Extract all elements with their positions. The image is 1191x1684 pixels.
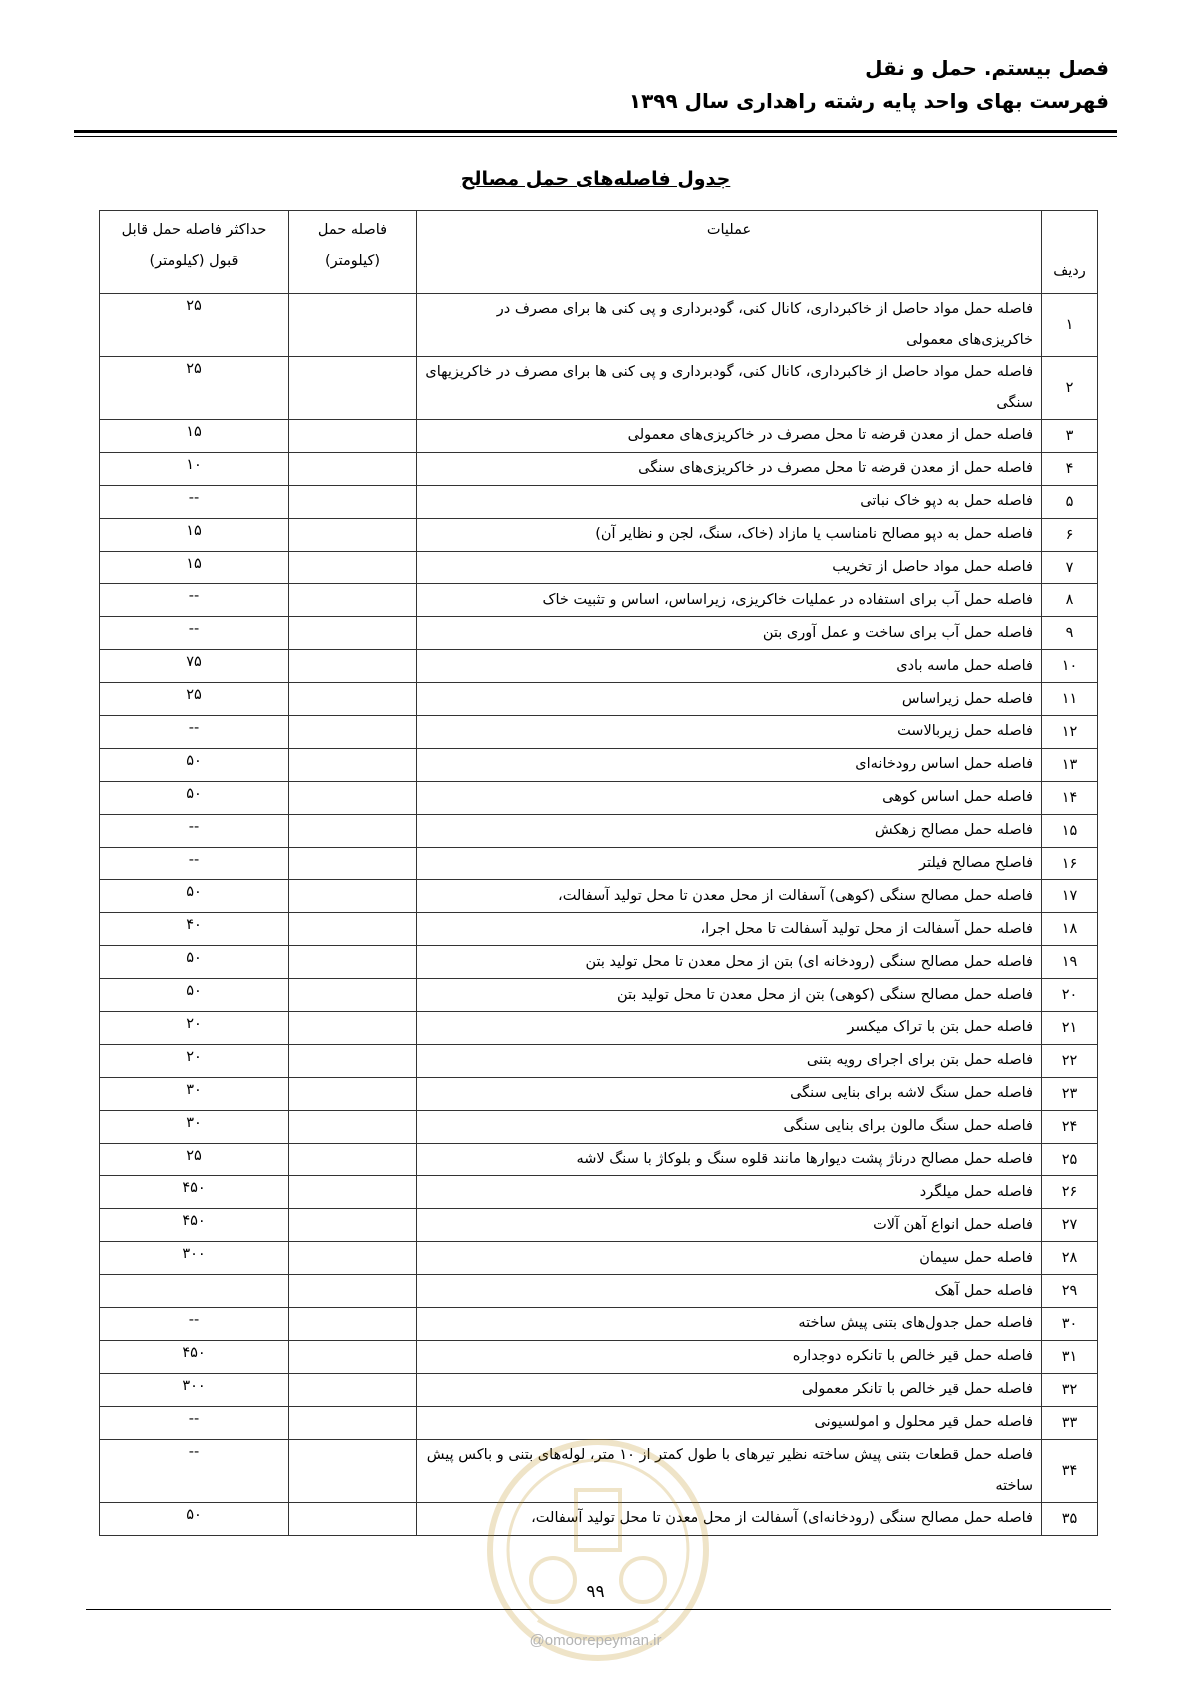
row-number-cell: ۲۷	[1042, 1209, 1098, 1242]
operation-cell: فاصله حمل مواد حاصل از خاکبرداری، کانال کنی، گودبرداری و پی کنی ها برای مصرف در خاکریزی‌های معمولی	[417, 294, 1042, 357]
header-rule-thick	[74, 130, 1117, 133]
distance-cell	[289, 518, 417, 551]
max-distance-cell: --	[100, 485, 289, 518]
max-distance-cell: --	[100, 1406, 289, 1439]
max-distance-cell: ۲۰	[100, 1044, 289, 1077]
operation-cell: فاصله حمل سنگ مالون برای بنایی سنگی	[417, 1110, 1042, 1143]
operation-cell: فاصله حمل مواد حاصل از تخریب	[417, 551, 1042, 584]
chapter-title: فصل بیستم. حمل و نقل	[865, 56, 1109, 80]
row-number-cell: ۲	[1042, 357, 1098, 420]
operation-cell: فاصله حمل قطعات بتنی پیش ساخته نظیر تیرهای با طول کمتر از ۱۰ متر، لوله‌های بتنی و باکس پیش ساخته	[417, 1439, 1042, 1502]
table-row	[100, 1406, 1098, 1439]
row-number-cell: ۱۲	[1042, 716, 1098, 749]
operation-cell: فاصله حمل از معدن قرضه تا محل مصرف در خاکریزی‌های سنگی	[417, 452, 1042, 485]
row-number-cell: ۳۱	[1042, 1340, 1098, 1373]
max-distance-cell: ۷۵	[100, 650, 289, 683]
table-row	[100, 357, 1098, 420]
row-number-cell: ۲۳	[1042, 1077, 1098, 1110]
operation-cell: فاصله حمل اساس رودخانه‌ای	[417, 748, 1042, 781]
table-row	[100, 748, 1098, 781]
operation-cell: فاصله حمل مصالح سنگی (رودخانه ای) بتن از محل معدن تا محل تولید بتن	[417, 946, 1042, 979]
row-number-cell: ۳۲	[1042, 1373, 1098, 1406]
max-distance-cell: ۵۰	[100, 1502, 289, 1535]
table-row	[100, 551, 1098, 584]
distance-cell	[289, 1110, 417, 1143]
table-row	[100, 1012, 1098, 1045]
operation-cell: فاصله حمل زیربالاست	[417, 716, 1042, 749]
row-number-cell: ۱۵	[1042, 814, 1098, 847]
row-number-cell: ۱	[1042, 294, 1098, 357]
max-distance-cell: --	[100, 1439, 289, 1502]
row-number-cell: ۳۰	[1042, 1308, 1098, 1341]
table-row	[100, 1502, 1098, 1535]
max-distance-cell: ۲۵	[100, 294, 289, 357]
max-distance-cell	[100, 1275, 289, 1308]
table-row	[100, 880, 1098, 913]
row-number-cell: ۲۱	[1042, 1012, 1098, 1045]
page-number: ۹۹	[586, 1582, 605, 1602]
distance-cell	[289, 1502, 417, 1535]
row-number-cell: ۵	[1042, 485, 1098, 518]
operation-cell: فاصله حمل مصالح سنگی (کوهی) آسفالت از محل معدن تا محل تولید آسفالت،	[417, 880, 1042, 913]
table-row	[100, 485, 1098, 518]
distance-cell	[289, 716, 417, 749]
row-number-cell: ۳۴	[1042, 1439, 1098, 1502]
header-row-number: ردیف	[1042, 211, 1098, 294]
operation-cell: فاصله حمل قیر خالص با تانکر معمولی	[417, 1373, 1042, 1406]
max-distance-cell: --	[100, 814, 289, 847]
distance-cell	[289, 294, 417, 357]
distance-cell	[289, 1044, 417, 1077]
max-distance-cell: ۳۰	[100, 1077, 289, 1110]
table-row	[100, 1373, 1098, 1406]
max-distance-cell: ۳۰	[100, 1110, 289, 1143]
max-distance-cell: ۴۰	[100, 913, 289, 946]
operation-cell: فاصله حمل مصالح زهکش	[417, 814, 1042, 847]
distance-cell	[289, 584, 417, 617]
table-body	[100, 294, 1098, 1536]
table-row	[100, 1308, 1098, 1341]
operation-cell: فاصله حمل بتن برای اجرای رویه بتنی	[417, 1044, 1042, 1077]
table-row	[100, 847, 1098, 880]
table-row	[100, 1439, 1098, 1502]
max-distance-cell: ۱۰	[100, 452, 289, 485]
max-distance-cell: ۵۰	[100, 979, 289, 1012]
operation-cell: فاصله حمل مصالح سنگی (کوهی) بتن از محل معدن تا محل تولید بتن	[417, 979, 1042, 1012]
max-distance-cell: ۳۰۰	[100, 1373, 289, 1406]
operation-cell: فاصله حمل سنگ لاشه برای بنایی سنگی	[417, 1077, 1042, 1110]
distance-cell	[289, 1275, 417, 1308]
row-number-cell: ۲۹	[1042, 1275, 1098, 1308]
operation-cell: فاصله حمل قیر خالص با تانکره دوجداره	[417, 1340, 1042, 1373]
table-row	[100, 1176, 1098, 1209]
operation-cell: فاصله حمل جدول‌های بتنی پیش ساخته	[417, 1308, 1042, 1341]
table-row	[100, 1275, 1098, 1308]
operation-cell: فاصله حمل آسفالت از محل تولید آسفالت تا محل اجرا،	[417, 913, 1042, 946]
distance-cell	[289, 1077, 417, 1110]
max-distance-cell: --	[100, 584, 289, 617]
table-header-row	[100, 211, 1098, 294]
table-row	[100, 617, 1098, 650]
table-row	[100, 979, 1098, 1012]
operation-cell: فاصله حمل به دپو مصالح نامناسب یا مازاد (خاک، سنگ، لجن و نظایر آن)	[417, 518, 1042, 551]
operation-cell: فاصله حمل میلگرد	[417, 1176, 1042, 1209]
distance-cell	[289, 1340, 417, 1373]
row-number-cell: ۲۴	[1042, 1110, 1098, 1143]
operation-cell: فاصله حمل آب برای استفاده در عملیات خاکریزی، زیراساس، اساس و تثبیت خاک	[417, 584, 1042, 617]
row-number-cell: ۲۶	[1042, 1176, 1098, 1209]
operation-cell: فاصله حمل از معدن قرضه تا محل مصرف در خاکریزی‌های معمولی	[417, 420, 1042, 453]
distance-cell	[289, 847, 417, 880]
operation-cell: فاصله حمل آب برای ساخت و عمل آوری بتن	[417, 617, 1042, 650]
row-number-cell: ۱۰	[1042, 650, 1098, 683]
operation-cell: فاصله حمل قیر محلول و امولسیونی	[417, 1406, 1042, 1439]
table-row	[100, 650, 1098, 683]
max-distance-cell: ۵۰	[100, 748, 289, 781]
max-distance-cell: ۱۵	[100, 551, 289, 584]
table-row	[100, 814, 1098, 847]
table-row	[100, 518, 1098, 551]
table-row	[100, 1110, 1098, 1143]
operation-cell: فاصله حمل بتن با تراک میکسر	[417, 1012, 1042, 1045]
price-list-title: فهرست بهای واحد پایه رشته راهداری سال ۱۳۹۹	[628, 89, 1109, 113]
max-distance-cell: ۲۵	[100, 357, 289, 420]
table-row	[100, 781, 1098, 814]
distance-cell	[289, 979, 417, 1012]
table-row	[100, 584, 1098, 617]
table-row	[100, 294, 1098, 357]
row-number-cell: ۱۶	[1042, 847, 1098, 880]
distance-table	[99, 210, 1098, 1536]
distance-cell	[289, 1373, 417, 1406]
max-distance-cell: ۵۰	[100, 946, 289, 979]
header-operations: عملیات	[417, 211, 1042, 294]
header-max-distance: حداکثر فاصله حمل قابل قبول (کیلومتر)	[100, 211, 289, 294]
distance-cell	[289, 1209, 417, 1242]
distance-cell	[289, 617, 417, 650]
operation-cell: فاصله حمل آهک	[417, 1275, 1042, 1308]
table-row	[100, 1340, 1098, 1373]
row-number-cell: ۷	[1042, 551, 1098, 584]
row-number-cell: ۶	[1042, 518, 1098, 551]
row-number-cell: ۴	[1042, 452, 1098, 485]
distance-cell	[289, 781, 417, 814]
max-distance-cell: ۲۵	[100, 1143, 289, 1176]
distance-cell	[289, 1406, 417, 1439]
max-distance-cell: --	[100, 847, 289, 880]
header-rule-thin	[74, 136, 1117, 137]
row-number-cell: ۱۸	[1042, 913, 1098, 946]
max-distance-cell: --	[100, 1308, 289, 1341]
distance-cell	[289, 880, 417, 913]
table-title: جدول فاصله‌های حمل مصالح	[460, 168, 731, 190]
operation-cell: فاصله حمل به دپو خاک نباتی	[417, 485, 1042, 518]
table-row	[100, 1209, 1098, 1242]
distance-cell	[289, 1176, 417, 1209]
max-distance-cell: ۱۵	[100, 518, 289, 551]
max-distance-cell: ۳۰۰	[100, 1242, 289, 1275]
footer-rule	[86, 1609, 1111, 1610]
distance-cell	[289, 357, 417, 420]
distance-cell	[289, 1143, 417, 1176]
table-row	[100, 683, 1098, 716]
operation-cell: فاصله حمل مواد حاصل از خاکبرداری، کانال کنی، گودبرداری و پی کنی ها برای مصرف در خاکریزیهای سنگی	[417, 357, 1042, 420]
distance-cell	[289, 913, 417, 946]
operation-cell: فاصله حمل مصالح درناژ پشت دیوارها مانند قلوه سنگ و بلوکاژ با سنگ لاشه	[417, 1143, 1042, 1176]
table-row	[100, 452, 1098, 485]
distance-cell	[289, 1439, 417, 1502]
row-number-cell: ۹	[1042, 617, 1098, 650]
max-distance-cell: ۲۰	[100, 1012, 289, 1045]
table-row	[100, 913, 1098, 946]
table-row	[100, 946, 1098, 979]
max-distance-cell: --	[100, 617, 289, 650]
table-row	[100, 1077, 1098, 1110]
row-number-cell: ۱۴	[1042, 781, 1098, 814]
distance-cell	[289, 452, 417, 485]
operation-cell: فاصله حمل مصالح سنگی (رودخانه‌ای) آسفالت از محل معدن تا محل تولید آسفالت،	[417, 1502, 1042, 1535]
max-distance-cell: ۲۵	[100, 683, 289, 716]
distance-cell	[289, 551, 417, 584]
max-distance-cell: ۵۰	[100, 781, 289, 814]
table-row	[100, 1143, 1098, 1176]
operation-cell: فاصله حمل ماسه بادی	[417, 650, 1042, 683]
site-watermark: @omoorepeyman.ir	[529, 1632, 662, 1649]
row-number-cell: ۱۷	[1042, 880, 1098, 913]
row-number-cell: ۳۵	[1042, 1502, 1098, 1535]
operation-cell: فاصله حمل زیراساس	[417, 683, 1042, 716]
operation-cell: فاصله حمل اساس کوهی	[417, 781, 1042, 814]
distance-cell	[289, 485, 417, 518]
row-number-cell: ۲۵	[1042, 1143, 1098, 1176]
max-distance-cell: ۴۵۰	[100, 1209, 289, 1242]
table-row	[100, 1242, 1098, 1275]
distance-cell	[289, 946, 417, 979]
table-row	[100, 420, 1098, 453]
row-number-cell: ۲۰	[1042, 979, 1098, 1012]
max-distance-cell: ۴۵۰	[100, 1176, 289, 1209]
row-number-cell: ۲۸	[1042, 1242, 1098, 1275]
max-distance-cell: ۵۰	[100, 880, 289, 913]
table-row	[100, 716, 1098, 749]
distance-cell	[289, 420, 417, 453]
operation-cell: فاصله حمل سیمان	[417, 1242, 1042, 1275]
operation-cell: فاصلح مصالح فیلتر	[417, 847, 1042, 880]
distance-cell	[289, 748, 417, 781]
distance-cell	[289, 814, 417, 847]
distance-cell	[289, 1012, 417, 1045]
row-number-cell: ۱۹	[1042, 946, 1098, 979]
row-number-cell: ۱۱	[1042, 683, 1098, 716]
distance-cell	[289, 1308, 417, 1341]
distance-cell	[289, 650, 417, 683]
max-distance-cell: --	[100, 716, 289, 749]
row-number-cell: ۸	[1042, 584, 1098, 617]
table-row	[100, 1044, 1098, 1077]
header-distance: فاصله حمل (کیلومتر)	[289, 211, 417, 294]
max-distance-cell: ۱۵	[100, 420, 289, 453]
operation-cell: فاصله حمل انواع آهن آلات	[417, 1209, 1042, 1242]
distance-cell	[289, 1242, 417, 1275]
row-number-cell: ۲۲	[1042, 1044, 1098, 1077]
row-number-cell: ۱۳	[1042, 748, 1098, 781]
row-number-cell: ۳۳	[1042, 1406, 1098, 1439]
row-number-cell: ۳	[1042, 420, 1098, 453]
max-distance-cell: ۴۵۰	[100, 1340, 289, 1373]
distance-cell	[289, 683, 417, 716]
page-header	[69, 52, 1109, 118]
